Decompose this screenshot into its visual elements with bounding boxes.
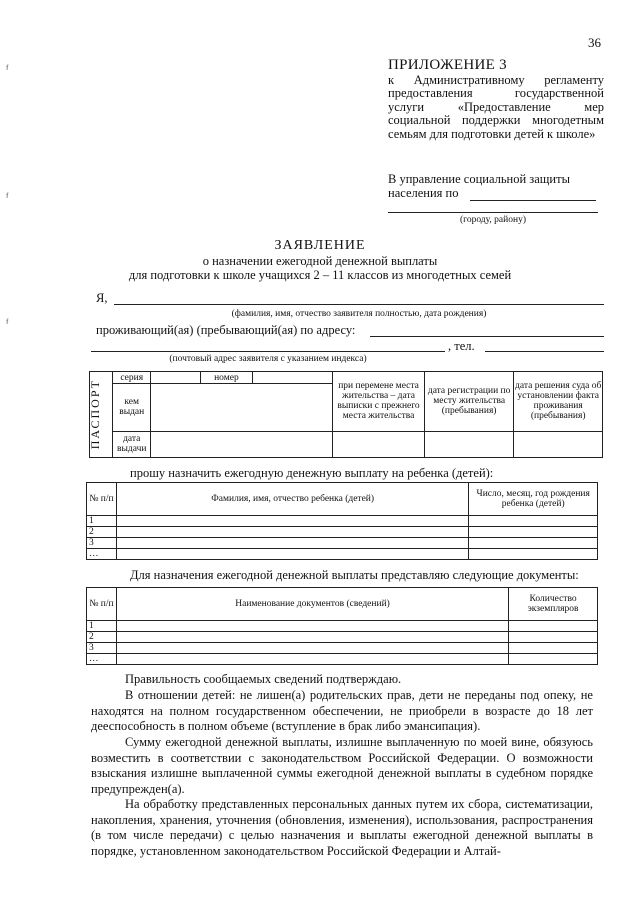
child-dob-cell[interactable] bbox=[469, 516, 598, 527]
margin-mark: ᶠ bbox=[6, 316, 9, 330]
appendix-text: к Административному регламенту предоставления государственной услуги «Предоставление мер социальной поддержки многодетным семьям для подготовки детей к школе» bbox=[388, 72, 604, 141]
passport-table bbox=[89, 371, 603, 458]
table-row bbox=[87, 632, 598, 643]
passport-number-field[interactable] bbox=[252, 372, 332, 384]
table-row bbox=[87, 527, 598, 538]
children-col-no: № п/п bbox=[87, 483, 117, 516]
document-title: ЗАЯВЛЕНИЕ bbox=[274, 238, 366, 253]
table-row bbox=[87, 643, 598, 654]
row-number: 1 bbox=[87, 516, 117, 527]
row-number: 3 bbox=[87, 643, 117, 654]
child-dob-cell[interactable] bbox=[469, 527, 598, 538]
addressee-block bbox=[388, 173, 604, 200]
passport-series-field[interactable] bbox=[151, 372, 201, 384]
table-row bbox=[87, 621, 598, 632]
child-name-cell[interactable] bbox=[116, 527, 469, 538]
appendix-block bbox=[388, 59, 604, 141]
row-number: 2 bbox=[87, 632, 117, 643]
row-number: 2 bbox=[87, 527, 117, 538]
addressee-caption: (городу, району) bbox=[460, 215, 526, 225]
docs-col-no: № п/п bbox=[87, 588, 117, 621]
applicant-ya: Я, bbox=[96, 291, 108, 305]
passport-issue-date-label: дата выдачи bbox=[113, 431, 151, 457]
applicant-address-caption: (почтовый адрес заявителя с указанием индекса) bbox=[169, 354, 367, 364]
passport-reg-header: дата регистрации по месту жительства (пребывания) bbox=[424, 372, 514, 432]
margin-mark: ᶠ bbox=[6, 190, 9, 204]
doc-name-cell[interactable] bbox=[116, 643, 508, 654]
passport-series-label: серия bbox=[113, 372, 151, 384]
applicant-tel-label: , тел. bbox=[448, 339, 475, 353]
doc-name-cell[interactable] bbox=[116, 632, 508, 643]
passport-decision-field[interactable] bbox=[514, 431, 603, 457]
row-number: … bbox=[87, 549, 117, 560]
table-row bbox=[87, 654, 598, 665]
doc-qty-cell[interactable] bbox=[509, 643, 598, 654]
children-request-text: прошу назначить ежегодную денежную выплату на ребенка (детей): bbox=[130, 466, 494, 480]
passport-issued-by-label: кем выдан bbox=[113, 384, 151, 432]
applicant-address-field[interactable] bbox=[370, 336, 604, 337]
appendix-title: ПРИЛОЖЕНИЕ 3 bbox=[388, 57, 507, 73]
passport-issue-date-field[interactable] bbox=[151, 431, 333, 457]
applicant-name-caption: (фамилия, имя, отчество заявителя полностью, дата рождения) bbox=[231, 309, 487, 319]
passport-number-label: номер bbox=[200, 372, 252, 384]
child-dob-cell[interactable] bbox=[469, 538, 598, 549]
document-subtitle-1: о назначении ежегодной денежной выплаты bbox=[202, 254, 438, 268]
addressee-line1: В управление социальной защиты bbox=[388, 172, 570, 186]
passport-decision-header: дата решения суда об установлении факта проживания (пребывания) bbox=[514, 372, 603, 432]
applicant-residing-label: проживающий(ая) (пребывающий(ая) по адресу: bbox=[96, 323, 356, 337]
docs-col-qty: Количество экземпляров bbox=[509, 588, 598, 621]
paragraph-confirm: Правильность сообщаемых сведений подтверждаю. bbox=[125, 672, 402, 686]
page-number: 36 bbox=[588, 35, 601, 50]
table-row bbox=[87, 538, 598, 549]
doc-qty-cell[interactable] bbox=[509, 654, 598, 665]
doc-qty-cell[interactable] bbox=[509, 621, 598, 632]
documents-table bbox=[86, 587, 598, 665]
applicant-tel-field[interactable] bbox=[485, 351, 604, 352]
table-row bbox=[87, 549, 598, 560]
paragraph-consent: На обработку представленных персональных данных путем их сбора, систематизации, накопления, хранения, уточнения (обновления, изменения), использования, распространения (в том числе передачи) с целью назначения и выплаты ежегодной денежной выплаты в порядке, установленном законодательством Российской Федерации и Алтай- bbox=[91, 797, 593, 858]
docs-request-text: Для назначения ежегодной денежной выплаты представляю следующие документы: bbox=[130, 568, 579, 582]
children-col-dob: Число, месяц, год рождения ребенка (детей) bbox=[469, 483, 598, 516]
applicant-name-field[interactable] bbox=[114, 304, 604, 305]
children-col-name: Фамилия, имя, отчество ребенка (детей) bbox=[116, 483, 469, 516]
children-table bbox=[86, 482, 598, 560]
table-row bbox=[87, 516, 598, 527]
paragraph-rights: В отношении детей: не лишен(а) родительских прав, дети не переданы под опеку, не находятся на полном государственном обеспечении, не приобрели в возрасте до 18 лет дееспособность в полном объеме (вступление в брак либо эмансипация). bbox=[91, 688, 593, 733]
row-number: … bbox=[87, 654, 117, 665]
passport-move-header: при перемене места жительства – дата выписки с прежнего места жительства bbox=[333, 372, 425, 432]
docs-col-name: Наименование документов (сведений) bbox=[116, 588, 508, 621]
passport-label: ПАСПОРТ bbox=[88, 379, 102, 450]
doc-qty-cell[interactable] bbox=[509, 632, 598, 643]
passport-move-field[interactable] bbox=[333, 431, 425, 457]
addressee-line2: населения по bbox=[388, 185, 459, 200]
margin-mark: ᶠ bbox=[6, 62, 9, 76]
applicant-address-field-2[interactable] bbox=[91, 351, 445, 352]
document-subtitle-2: для подготовки к школе учащихся 2 – 11 классов из многодетных семей bbox=[128, 268, 512, 282]
child-name-cell[interactable] bbox=[116, 516, 469, 527]
doc-name-cell[interactable] bbox=[116, 621, 508, 632]
doc-name-cell[interactable] bbox=[116, 654, 508, 665]
paragraph-refund: Сумму ежегодной денежной выплаты, излишне выплаченную по моей вине, обязуюсь возместить в соответствии с законодательством Российской Федерации. О возможности взыскания излишне выплаченной суммы ежегодной денежной выплаты в судебном порядке предупрежден(а). bbox=[91, 735, 593, 796]
addressee-field[interactable] bbox=[470, 200, 596, 201]
row-number: 3 bbox=[87, 538, 117, 549]
passport-issued-by-field[interactable] bbox=[151, 384, 333, 432]
child-name-cell[interactable] bbox=[116, 549, 469, 560]
passport-reg-field[interactable] bbox=[424, 431, 514, 457]
child-name-cell[interactable] bbox=[116, 538, 469, 549]
addressee-field-2[interactable] bbox=[388, 212, 598, 213]
row-number: 1 bbox=[87, 621, 117, 632]
child-dob-cell[interactable] bbox=[469, 549, 598, 560]
